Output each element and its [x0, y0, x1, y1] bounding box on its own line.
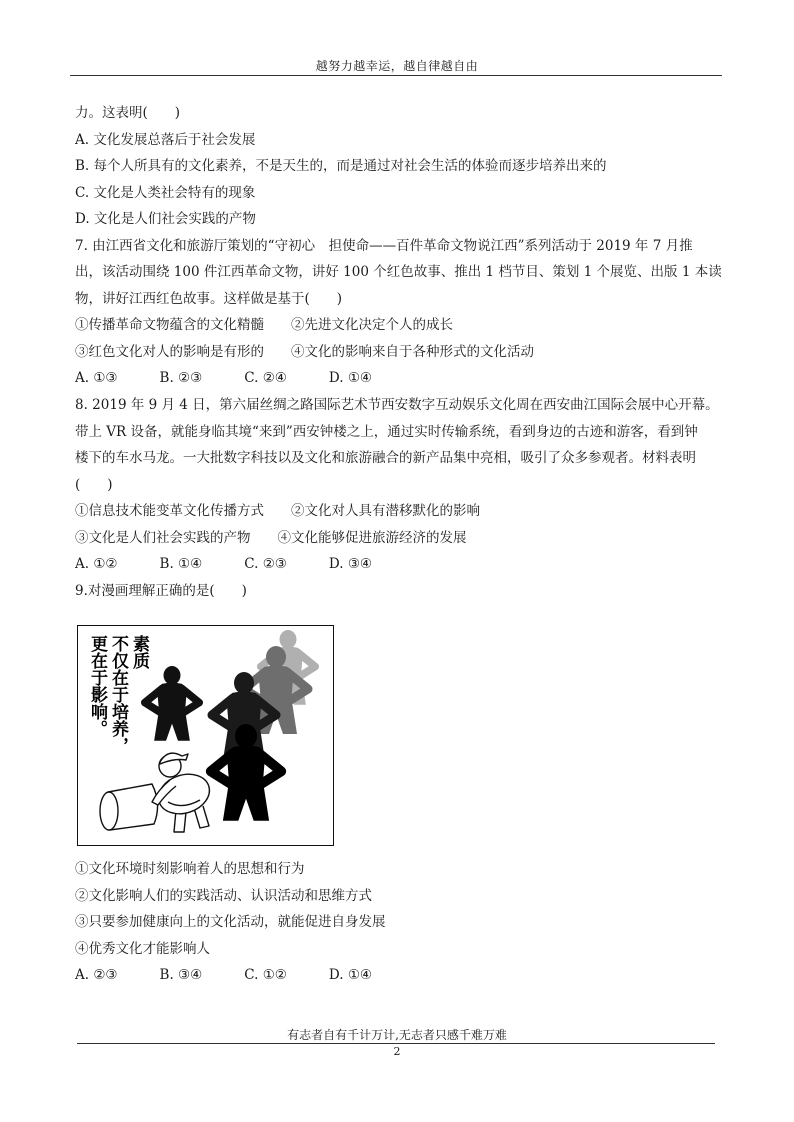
q9-choice-b: B. ③④: [159, 967, 203, 984]
q8-stem-line: 8. 2019 年 9 月 4 日，第六届丝绸之路国际艺术节西安数字互动娱乐文化周在西安曲江国际会展中心开幕。: [75, 397, 719, 414]
questions-block: [75, 100, 735, 604]
q9-option-1: ①文化环境时刻影响着人的思想和行为: [75, 861, 305, 877]
footer-motto: 有志者自有千计万计,无志者只感千难万难: [287, 1028, 507, 1042]
q9-option-4: ④优秀文化才能影响人: [75, 940, 210, 957]
q7-statement-3: ③红色文化对人的影响是有形的: [75, 343, 264, 360]
q8-choice-c: C. ②③: [244, 556, 287, 573]
q6-option-b: B. 每个人所具有的文化素养，不是天生的，而是通过对社会生活的体验而逐步培养出来的: [75, 158, 607, 175]
footer-rule: [77, 1043, 715, 1044]
q8-choice-a: A. ①②: [75, 556, 118, 573]
q7-statement-row: [75, 312, 735, 339]
caption-column: 素质: [129, 635, 149, 669]
q7-choices: [75, 365, 735, 392]
q9-option-3: ③只要参加健康向上的文化活动，就能促进自身发展: [75, 914, 386, 931]
q6-option-c: C. 文化是人类社会特有的现象: [75, 184, 256, 201]
cartoon-caption: [86, 635, 149, 785]
q8-stem-line: ( ): [75, 476, 113, 493]
q8-stem-line: 带上 VR 设备，就能身临其境“来到”西安钟楼之上，通过实时传输系统，看到身边的古迹和游客，看到钟: [75, 423, 698, 440]
page-number: 2: [393, 1045, 401, 1058]
silhouette-figure: [145, 666, 199, 741]
cartoon-illustration: [77, 625, 334, 846]
q8-statement-row: [75, 525, 735, 552]
q7-stem-line: 物，讲好江西红色故事。这样做是基于( ): [75, 290, 343, 307]
q7-choice-d: D. ①④: [328, 370, 373, 387]
q7-statement-4: ④文化的影响来自于各种形式的文化活动: [291, 343, 534, 360]
q9-choice-d: D. ①④: [328, 967, 373, 984]
header-rule: [70, 75, 722, 76]
q7-choice-c: C. ②④: [244, 370, 287, 387]
q9-choice-c: C. ①②: [244, 967, 287, 984]
caption-column: 不仅在于培养，: [108, 635, 128, 754]
q8-choice-d: D. ③④: [328, 556, 373, 573]
q9-choices: [75, 962, 735, 989]
q8-choice-b: B. ①④: [159, 556, 203, 573]
q8-statement-4: ④文化能够促进旅游经济的发展: [277, 529, 467, 546]
q7-choice-b: B. ②③: [159, 370, 203, 387]
q7-stem-line: 7. 由江西省文化和旅游厅策划的“守初心 担使命——百件革命文物说江西”系列活动于 2019 年 7 月推: [75, 237, 693, 254]
q8-choices: [75, 551, 735, 578]
q9-choice-a: A. ②③: [75, 967, 118, 984]
header-motto: 越努力越幸运，越自律越自由: [315, 59, 479, 73]
q9-option-2: ②文化影响人们的实践活动、认识活动和思维方式: [75, 887, 372, 904]
q8-stem-line: 楼下的车水马龙。一大批数字科技以及文化和旅游融合的新产品集中亮相，吸引了众多参观者。材料表明: [75, 450, 696, 467]
q7-statement-2: ②先进文化决定个人的成长: [291, 317, 453, 334]
q8-statement-row: [75, 498, 735, 525]
q6-option-d: D. 文化是人们社会实践的产物: [75, 211, 256, 228]
q7-statement-1: ①传播革命文物蕴含的文化精髓: [75, 317, 264, 334]
q9-options-block: [75, 856, 735, 989]
q7-choice-a: A. ①③: [75, 370, 118, 387]
q9-stem: 9.对漫画理解正确的是( ): [75, 582, 247, 599]
q8-statement-1: ①信息技术能变革文化传播方式: [75, 503, 264, 520]
q8-statement-3: ③文化是人们社会实践的产物: [75, 529, 251, 546]
q8-statement-2: ②文化对人具有潜移默化的影响: [291, 503, 480, 520]
q6-option-a: A. 文化发展总落后于社会发展: [75, 131, 256, 148]
q7-statement-row: [75, 339, 735, 366]
caption-column: 更在于影响。: [87, 635, 107, 737]
silhouette-figure: [211, 724, 281, 821]
q7-stem-line: 出，该活动围绕 100 件江西革命文物，讲好 100 个红色故事、推出 1 档节目、策划 1 个展览、出版 1 本读: [75, 264, 722, 281]
q6-stem-tail: 力。这表明( ): [75, 105, 181, 121]
